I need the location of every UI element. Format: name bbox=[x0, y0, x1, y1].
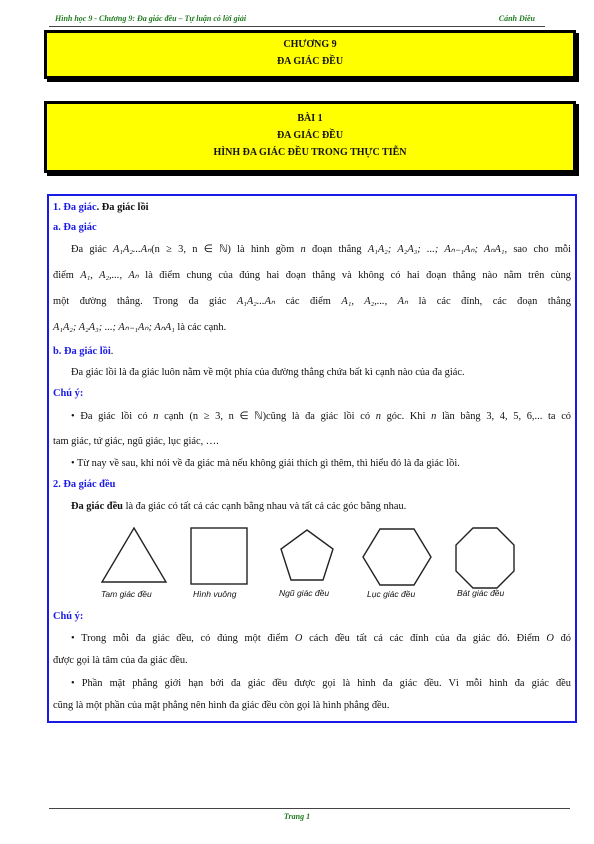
lesson-subtitle: HÌNH ĐA GIÁC ĐỀU TRONG THỰC TIỄN bbox=[213, 147, 407, 158]
page-header bbox=[49, 12, 545, 26]
header-left: Hình học 9 - Chương 9: Đa giác đều – Tự luận có lời giải bbox=[55, 14, 247, 23]
lesson-title: ĐA GIÁC ĐỀU bbox=[276, 130, 344, 141]
subsection-b-title: b. Đa giác lồi. bbox=[53, 346, 114, 357]
section-1-title: 1. Đa giác. Đa giác lồi bbox=[53, 202, 149, 213]
lesson-box bbox=[44, 101, 576, 173]
para-b: Đa giác lồi là đa giác luôn nằm về một phía của đường thẳng chứa bất kì cạnh nào của đa giác. bbox=[71, 367, 465, 378]
note-1-bullet-1: • Đa giác lồi có n cạnh (n ≥ 3, n ∈ ℕ)cũng là đa giác lồi có n góc. Khi n lần bằng 3, 4, 5, 6,... ta có bbox=[71, 411, 571, 422]
square-shape bbox=[189, 526, 251, 586]
note-2-bullet-2: • Phần mặt phẳng giới hạn bởi đa giác đều được gọi là hình đa giác đều. Vì mỗi hình đa giác đều bbox=[71, 678, 571, 689]
note-1-bullet-2: • Từ nay về sau, khi nói về đa giác mà nếu không giải thích gì thêm, thì hiểu đó là đa giác lồi. bbox=[71, 458, 460, 469]
note-2-bullet-1-cont: được gọi là tâm của đa giác đều. bbox=[53, 655, 188, 666]
polygon-figures bbox=[99, 526, 519, 616]
chapter-title: ĐA GIÁC ĐỀU bbox=[276, 56, 344, 67]
label-hexagon: Lục giác đều bbox=[367, 589, 416, 599]
hexagon-shape bbox=[361, 526, 433, 588]
label-octagon: Bát giác đều bbox=[457, 588, 505, 598]
pentagon-shape bbox=[277, 526, 337, 586]
definition: Đa giác đều là đa giác có tất cả các cạnh bằng nhau và tất cả các góc bằng nhau. bbox=[71, 501, 407, 512]
para-a-line3: một đường thẳng. Trong đa giác A₁A₂...Aₙ các điểm A₁, A₂,..., Aₙ là các đỉnh, các đoạn thẳng bbox=[53, 296, 572, 307]
lesson-number: BÀI 1 bbox=[297, 113, 323, 124]
note-2-bullet-1: • Trong mỗi đa giác đều, có đúng một điểm O cách đều tất cả các đỉnh của đa giác đó. Điểm O đó bbox=[71, 633, 571, 644]
note-1-bullet-1-cont: tam giác, tứ giác, ngũ giác, lục giác, …. bbox=[53, 436, 219, 447]
para-a-line4: A₁A₂; A₂A₃; ...; Aₙ₋₁Aₙ; AₙA₁ là các cạnh. bbox=[53, 322, 227, 333]
note-1-title: Chú ý: bbox=[53, 388, 84, 399]
content-frame bbox=[47, 194, 577, 723]
para-a-line2: điểm A₁, A₂,..., Aₙ là điểm chung của đúng hai đoạn thẳng và không có hai đoạn thẳng nào nằm trên cùng bbox=[53, 270, 572, 281]
header-divider bbox=[49, 26, 545, 27]
footer-divider bbox=[49, 808, 570, 809]
label-pentagon: Ngũ giác đều bbox=[279, 588, 330, 598]
label-triangle: Tam giác đều bbox=[101, 589, 152, 599]
chapter-box bbox=[44, 30, 576, 79]
note-2-title: Chú ý: bbox=[53, 611, 84, 622]
chapter-number: CHƯƠNG 9 bbox=[283, 39, 337, 50]
triangle-shape bbox=[99, 526, 169, 584]
header-right: Cánh Diều bbox=[498, 14, 535, 23]
label-square: Hình vuông bbox=[193, 589, 237, 599]
subsection-a-title: a. Đa giác bbox=[53, 222, 97, 233]
page-number: Trang 1 bbox=[283, 812, 311, 821]
note-2-bullet-2-cont: cũng là một phần của mặt phẳng nên hình đa giác đều còn gọi là hình phẳng đều. bbox=[53, 700, 390, 711]
octagon-shape bbox=[452, 526, 518, 592]
para-a-line1: Đa giác A₁A₂...Aₙ(n ≥ 3, n ∈ ℕ) là hình gồm n đoạn thẳng A₁A₂; A₂A₃; ...; Aₙ₋₁Aₙ; AₙA₁, sao cho mỗi bbox=[71, 244, 571, 255]
section-2-title: 2. Đa giác đều bbox=[53, 479, 116, 490]
